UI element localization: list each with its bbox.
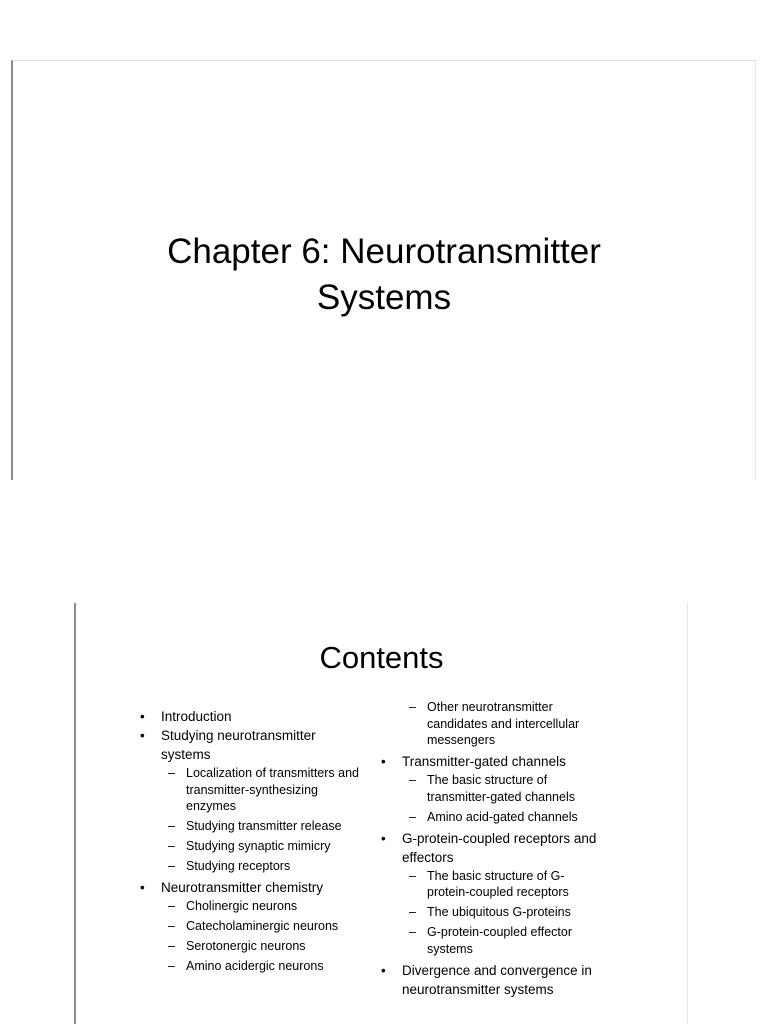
bullet-marker: • <box>381 830 386 846</box>
contents-slide <box>74 603 688 1024</box>
contents-item-line: messengers <box>427 733 496 747</box>
contents-sub-item <box>138 818 388 835</box>
contents-item-line: The basic structure of G- <box>427 868 565 883</box>
dash-marker: – <box>168 919 175 933</box>
dash-marker: – <box>168 959 175 973</box>
contents-sub-item <box>138 898 388 915</box>
contents-item-text: Serotonergic neurons <box>186 939 306 953</box>
dash-marker: – <box>168 939 175 953</box>
contents-sub-item <box>379 809 639 826</box>
contents-item-line: systems <box>161 747 211 762</box>
contents-sub-item <box>379 699 639 749</box>
contents-sub-item <box>379 868 639 901</box>
contents-sub-item <box>138 918 388 935</box>
dash-marker: – <box>409 773 416 787</box>
dash-marker: – <box>168 819 175 833</box>
contents-bullet-item <box>138 726 388 764</box>
contents-bullet-item <box>138 878 388 897</box>
contents-item-line: transmitter-synthesizing <box>186 782 318 797</box>
dash-marker: – <box>168 859 175 873</box>
contents-item-text: Studying synaptic mimicry <box>186 839 331 853</box>
contents-sub-item <box>379 924 639 957</box>
contents-item-line: G-protein-coupled receptors and <box>402 830 597 846</box>
contents-item-text: Amino acidergic neurons <box>186 959 324 973</box>
bullet-marker: • <box>381 754 386 769</box>
contents-sub-item <box>379 904 639 921</box>
contents-bullet-item <box>138 707 388 726</box>
contents-item-text: Neurotransmitter chemistry <box>161 880 324 895</box>
contents-item-text: Catecholaminergic neurons <box>186 919 339 933</box>
contents-item-text: The ubiquitous G-proteins <box>427 905 571 919</box>
bullet-marker: • <box>140 880 145 895</box>
dash-marker: – <box>409 905 416 919</box>
dash-marker: – <box>409 809 416 824</box>
contents-item-line: Divergence and convergence in <box>402 962 592 978</box>
bullet-marker: • <box>140 709 145 724</box>
title-slide <box>11 60 756 480</box>
contents-heading: Contents <box>319 640 444 675</box>
chapter-title-line-2: Systems <box>316 278 452 317</box>
contents-sub-item <box>138 858 388 875</box>
contents-item-line: neurotransmitter systems <box>402 981 554 997</box>
contents-sub-item <box>138 938 388 955</box>
contents-item-line: candidates and intercellular <box>427 716 580 731</box>
bullet-marker: • <box>381 962 386 978</box>
chapter-title-line-1: Chapter 6: Neurotransmitter <box>167 232 601 271</box>
contents-bullet-item <box>379 752 639 771</box>
dash-marker: – <box>168 839 175 853</box>
dash-marker: – <box>409 700 416 714</box>
contents-sub-item <box>379 772 639 805</box>
dash-marker: – <box>409 868 416 883</box>
contents-item-text: Cholinergic neurons <box>186 899 298 913</box>
contents-item-line: enzymes <box>186 799 237 813</box>
contents-left-column <box>138 707 388 978</box>
bullet-marker: • <box>140 728 145 743</box>
chapter-title <box>13 229 755 321</box>
contents-item-line: transmitter-gated channels <box>427 789 575 804</box>
contents-sub-item <box>138 838 388 855</box>
contents-item-text: Introduction <box>161 709 232 724</box>
contents-item-line: effectors <box>402 849 454 865</box>
contents-item-text: Studying receptors <box>186 859 291 873</box>
contents-item-line: Localization of transmitters and <box>186 766 360 780</box>
contents-bullet-item <box>379 961 639 999</box>
contents-right-column <box>379 698 639 999</box>
contents-item-line: systems <box>427 941 473 956</box>
contents-item-line: G-protein-coupled effector <box>427 925 572 939</box>
contents-sub-item <box>138 958 388 975</box>
contents-item-line: Other neurotransmitter <box>427 700 553 714</box>
contents-item-text: Amino acid-gated channels <box>427 809 578 824</box>
dash-marker: – <box>168 899 175 913</box>
contents-item-text: Studying transmitter release <box>186 819 342 833</box>
dash-marker: – <box>409 925 416 939</box>
contents-bullet-item <box>379 829 639 867</box>
contents-item-line: protein-coupled receptors <box>427 885 569 899</box>
contents-item-line: Studying neurotransmitter <box>161 728 316 743</box>
contents-sub-item <box>138 765 388 815</box>
contents-item-text: Transmitter-gated channels <box>402 754 566 769</box>
contents-item-line: The basic structure of <box>427 773 548 787</box>
dash-marker: – <box>168 766 175 780</box>
